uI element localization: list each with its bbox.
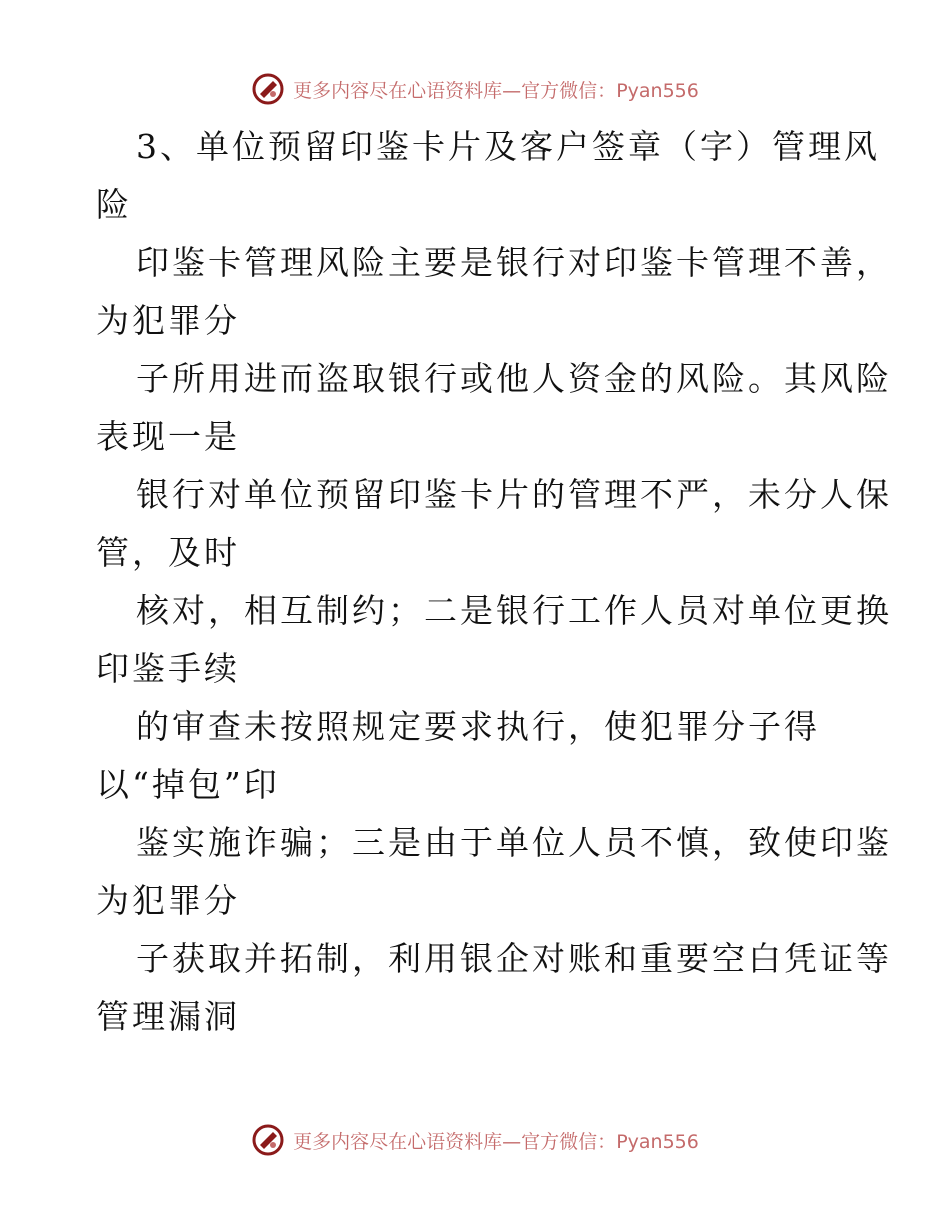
text-line: 子获取并拓制，利用银企对账和重要空白凭证等 bbox=[136, 939, 892, 978]
watermark-wechat-label: 官方微信： bbox=[521, 79, 617, 102]
text-line: 管理漏洞 bbox=[96, 997, 240, 1036]
watermark-wechat-id: Pyan556 bbox=[616, 79, 699, 102]
text-line: 印鉴手续 bbox=[96, 649, 240, 688]
header-watermark bbox=[0, 72, 950, 106]
watermark-text bbox=[293, 1127, 699, 1154]
watermark-site: 更多内容尽在心语资料库 bbox=[293, 79, 503, 102]
document-body bbox=[0, 118, 950, 1046]
text-line: 银行对单位预留印鉴卡片的管理不严，未分人保 bbox=[136, 475, 892, 514]
text-line: 为犯罪分 bbox=[96, 301, 240, 340]
watermark-separator: — bbox=[502, 1130, 522, 1153]
text-line: 表现一是 bbox=[96, 417, 240, 456]
text-line: 的审查未按照规定要求执行，使犯罪分子得 bbox=[136, 707, 820, 746]
text-line: 鉴实施诈骗；三是由于单位人员不慎，致使印鉴 bbox=[136, 823, 892, 862]
text-line: 险 bbox=[96, 185, 132, 224]
watermark-separator: — bbox=[502, 79, 522, 102]
text-line: 印鉴卡管理风险主要是银行对印鉴卡管理不善， bbox=[136, 243, 892, 282]
watermark-text bbox=[293, 76, 699, 103]
text-line: 3、单位预留印鉴卡片及客户签章（字）管理风 bbox=[136, 127, 880, 166]
watermark-wechat-id: Pyan556 bbox=[616, 1130, 699, 1153]
text-line: 为犯罪分 bbox=[96, 881, 240, 920]
footer-watermark bbox=[0, 1123, 950, 1157]
logo-icon bbox=[251, 72, 285, 106]
watermark-wechat-label: 官方微信： bbox=[521, 1130, 617, 1153]
watermark-site: 更多内容尽在心语资料库 bbox=[293, 1130, 503, 1153]
text-line: 核对，相互制约；二是银行工作人员对单位更换 bbox=[136, 591, 892, 630]
text-line: 子所用进而盗取银行或他人资金的风险。其风险 bbox=[136, 359, 892, 398]
text-line: 以“掉包”印 bbox=[96, 765, 280, 804]
logo-icon bbox=[251, 1123, 285, 1157]
text-line: 管，及时 bbox=[96, 533, 240, 572]
